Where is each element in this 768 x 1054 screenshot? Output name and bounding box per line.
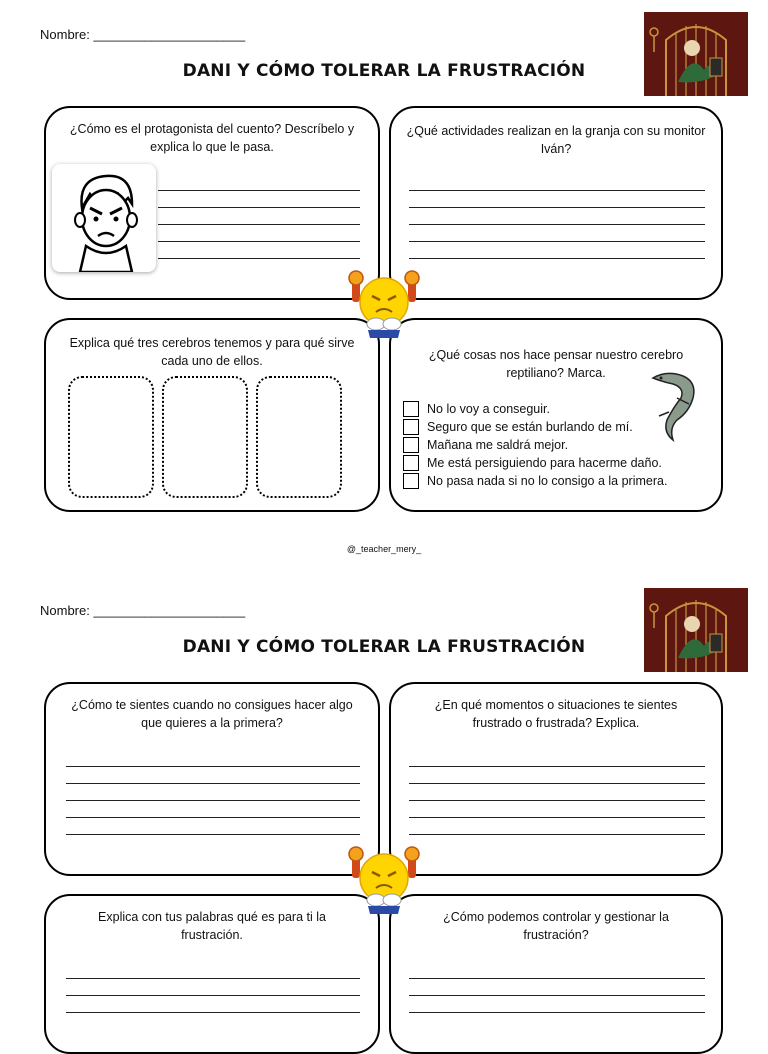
name-label: Nombre: _____________________ [40, 603, 246, 618]
option-label: No lo voy a conseguir. [427, 402, 550, 416]
answer-box-brain-2[interactable] [162, 376, 248, 498]
answer-line[interactable] [158, 224, 360, 225]
angry-boy-icon [52, 164, 156, 272]
checkbox-option-2[interactable] [403, 418, 633, 436]
answer-line[interactable] [66, 834, 360, 835]
answer-line[interactable] [158, 241, 360, 242]
answer-line[interactable] [66, 800, 360, 801]
answer-line[interactable] [409, 207, 705, 208]
answer-line[interactable] [409, 817, 705, 818]
answer-line[interactable] [66, 817, 360, 818]
answer-line[interactable] [409, 241, 705, 242]
checkbox[interactable] [403, 473, 419, 489]
checkbox[interactable] [403, 455, 419, 471]
answer-line[interactable] [409, 834, 705, 835]
page-title: DANI Y CÓMO TOLERAR LA FRUSTRACIÓN [182, 637, 586, 657]
answer-line[interactable] [409, 1012, 705, 1013]
question-card-protagonist [44, 106, 380, 300]
answer-line[interactable] [66, 766, 360, 767]
answer-line[interactable] [409, 190, 705, 191]
answer-line[interactable] [158, 190, 360, 191]
answer-line[interactable] [66, 783, 360, 784]
question-text: Explica con tus palabras qué es para ti la frustración. [98, 910, 326, 942]
cage-illustration-icon [644, 588, 748, 672]
question-text: ¿Cómo te sientes cuando no consigues hacer algo que quieres a la primera? [71, 698, 353, 730]
option-label: Seguro que se están burlando de mí. [427, 420, 633, 434]
answer-line[interactable] [66, 1012, 360, 1013]
answer-line[interactable] [409, 766, 705, 767]
answer-line[interactable] [66, 978, 360, 979]
frustrated-emoji-icon [346, 840, 422, 916]
checkbox-option-3[interactable] [403, 436, 568, 454]
answer-line[interactable] [409, 224, 705, 225]
answer-line[interactable] [409, 258, 705, 259]
question-card-frustrating-moments [389, 682, 723, 876]
page-title: DANI Y CÓMO TOLERAR LA FRUSTRACIÓN [182, 61, 586, 81]
checkbox-option-5[interactable] [403, 472, 667, 490]
answer-line[interactable] [158, 207, 360, 208]
checkbox[interactable] [403, 401, 419, 417]
question-card-define-frustration [44, 894, 380, 1054]
angry-boy-illustration [52, 164, 156, 272]
crocodile-icon [647, 368, 705, 446]
checkbox-option-4[interactable] [403, 454, 662, 472]
answer-line[interactable] [409, 800, 705, 801]
answer-box-brain-3[interactable] [256, 376, 342, 498]
question-text: ¿Qué actividades realizan en la granja con su monitor Iván? [406, 124, 706, 156]
question-text: ¿Cómo podemos controlar y gestionar la frustración? [443, 910, 669, 942]
book-cover-image [644, 588, 748, 672]
cage-illustration-icon [644, 12, 748, 96]
checkbox[interactable] [403, 419, 419, 435]
footer-credit: @_teacher_mery_ [346, 544, 422, 554]
checkbox[interactable] [403, 437, 419, 453]
frustrated-emoji-icon [346, 264, 422, 340]
answer-line[interactable] [409, 978, 705, 979]
answer-box-brain-1[interactable] [68, 376, 154, 498]
question-text: ¿Qué cosas nos hace pensar nuestro cerebro reptiliano? Marca. [428, 348, 684, 380]
answer-line[interactable] [409, 783, 705, 784]
option-label: Me está persiguiendo para hacerme daño. [427, 456, 662, 470]
answer-line[interactable] [158, 258, 360, 259]
question-card-manage-frustration [389, 894, 723, 1054]
checkbox-option-1[interactable] [403, 400, 550, 418]
answer-line[interactable] [66, 995, 360, 996]
book-cover-image [644, 12, 748, 96]
option-label: No pasa nada si no lo consigo a la primera. [427, 474, 668, 488]
question-text: ¿Cómo es el protagonista del cuento? Descríbelo y explica lo que le pasa. [69, 122, 355, 154]
question-text: ¿En qué momentos o situaciones te sientes frustrado o frustrada? Explica. [434, 698, 678, 730]
name-label: Nombre: _____________________ [40, 27, 246, 42]
question-card-three-brains [44, 318, 380, 512]
question-text: Explica qué tres cerebros tenemos y para qué sirve cada uno de ellos. [69, 336, 355, 368]
question-card-reptilian-brain [389, 318, 723, 512]
question-card-feelings [44, 682, 380, 876]
question-card-farm-activities [389, 106, 723, 300]
answer-line[interactable] [409, 995, 705, 996]
option-label: Mañana me saldrá mejor. [427, 438, 569, 452]
